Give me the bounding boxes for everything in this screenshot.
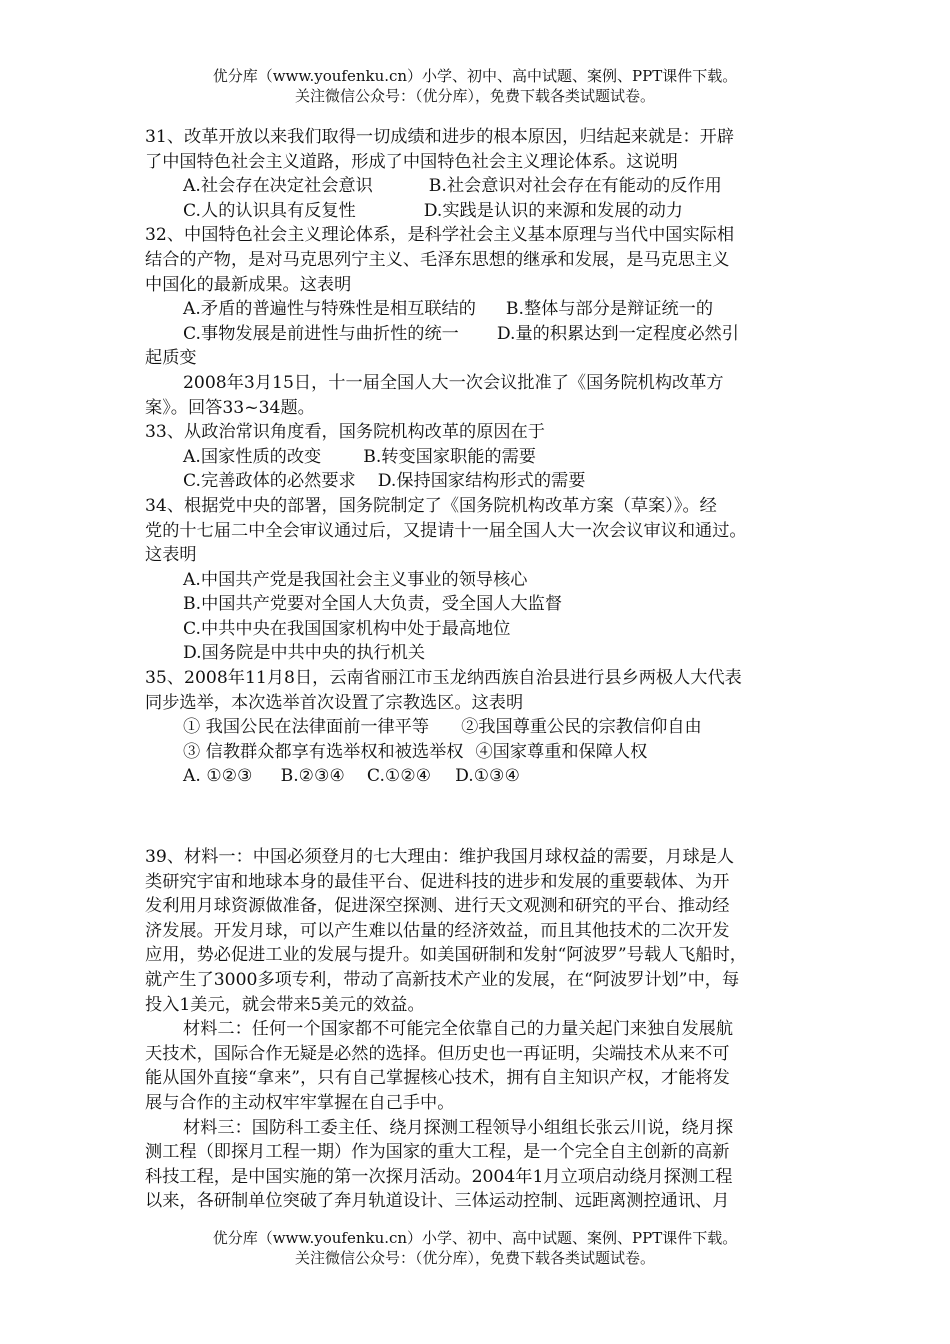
q32-option-c: C.事物发展是前进性与曲折性的统一 [183, 323, 459, 344]
q33-option-a: A.国家性质的改变 [183, 446, 322, 467]
q39-m1-line-2: 类研究宇宙和地球本身的最佳平台、促进科技的进步和发展的重要载体、为开 [145, 871, 730, 892]
q32-options-cd [145, 322, 815, 347]
section-gap [145, 789, 815, 845]
q39-m2-line-4: 展与合作的主动权牢牢掌握在自己手中。 [145, 1092, 455, 1113]
q39-m3-line-1: 材料三：国防科工委主任、绕月探测工程领导小组组长张云川说，绕月探 [183, 1117, 734, 1138]
q34-option-c: C.中共中央在我国国家机构中处于最高地位 [183, 618, 511, 639]
q34-option-d: D.国务院是中共中央的执行机关 [183, 643, 426, 664]
q33-option-c: C.完善政体的必然要求 [183, 471, 356, 492]
q31-option-b: B.社会意识对社会存在有能动的反作用 [428, 176, 722, 197]
q32-stem-2: 结合的产物，是对马克思列宁主义、毛泽东思想的继承和发展，是马克思主义 [145, 249, 730, 270]
q34-stem-3: 这表明 [145, 545, 197, 566]
header-line-2: 关注微信公众号：（优分库），免费下载各类试题试卷。 [294, 87, 655, 105]
q33-options-ab [145, 445, 815, 470]
q32-option-d: D.量的积累达到一定程度必然引 [496, 323, 739, 344]
q34-option-a: A.中国共产党是我国社会主义事业的领导核心 [183, 569, 528, 590]
q39-m3-line-2: 测工程（即探月工程一期）作为国家的重大工程，是一个完全自主创新的高新 [145, 1142, 730, 1163]
q35-option-b: B.②③④ [280, 766, 345, 787]
q31-stem-1: 31、改革开放以来我们取得一切成绩和进步的根本原因，归结起来就是：开辟 [145, 127, 735, 147]
q35-items-34 [145, 740, 815, 765]
q35-option-d: D.①③④ [455, 766, 520, 787]
q35-item-3: ③ 信教群众都享有选举权和被选举权 [183, 741, 464, 762]
exam-body [145, 125, 815, 1214]
q35-item-1: ① 我国公民在法律面前一律平等 [183, 717, 430, 738]
q39-m1-line-4: 济发展。开发月球，可以产生难以估量的经济效益，而且其他技术的二次开发 [145, 920, 730, 941]
q39-m2-line-1: 材料二：任何一个国家都不可能完全依靠自己的力量关起门来独自发展航 [183, 1019, 734, 1040]
q31-option-a: A.社会存在决定社会意识 [183, 176, 373, 197]
q35-option-a: A. ①②③ [183, 766, 253, 787]
q31-options-ab [145, 174, 815, 199]
q34-stem-2: 党的十七届二中全会审议通过后，又提请十一届全国人大一次会议审议和通过。 [145, 520, 747, 541]
q35-stem-2: 同步选举，本次选举首次设置了宗教选区。这表明 [145, 692, 524, 713]
q32-stem-1: 32、中国特色社会主义理论体系，是科学社会主义基本原理与当代中国实际相 [145, 225, 735, 246]
q34-option-b: B.中国共产党要对全国人大负责，受全国人大监督 [183, 594, 563, 615]
q35-items-12 [145, 715, 815, 740]
intro-33-2: 案》。回答33~34题。 [145, 397, 315, 418]
q35-item-4: ④国家尊重和保障人权 [475, 741, 648, 762]
page-footer [0, 1228, 950, 1268]
q33-option-b: B.转变国家职能的需要 [363, 446, 536, 467]
q31-option-d: D.实践是认识的来源和发展的动力 [423, 200, 683, 221]
q39-m1-line-5: 应用，势必促进工业的发展与提升。如美国研制和发射“阿波罗”号载人飞船时， [145, 945, 747, 966]
q39-m1-line-6: 就产生了3000多项专利，带动了高新技术产业的发展，在“阿波罗计划”中，每 [145, 970, 740, 990]
q32-stem-3: 中国化的最新成果。这表明 [145, 274, 352, 295]
q31-options-cd [145, 199, 815, 224]
q35-option-c: C.①②④ [366, 766, 432, 787]
q33-stem-1: 33、从政治常识角度看，国务院机构改革的原因在于 [145, 422, 545, 443]
header-line-1: 优分库（www.youfenku.cn）小学、初中、高中试题、案例、PPT课件下载。 [212, 67, 738, 85]
q39-m1-line-1: 39、材料一：中国必须登月的七大理由：维护我国月球权益的需要，月球是人 [145, 847, 735, 868]
q31-stem-2: 了中国特色社会主义道路，形成了中国特色社会主义理论体系。这说明 [145, 151, 678, 172]
page-header [0, 66, 950, 106]
q35-options [145, 764, 815, 789]
q34-stem-1: 34、根据党中央的部署，国务院制定了《国务院机构改革方案（草案）》。经 [145, 495, 717, 516]
q39-m3-line-4: 以来，各研制单位突破了奔月轨道设计、三体运动控制、远距离测控通讯、月 [145, 1191, 730, 1212]
q33-option-d: D.保持国家结构形式的需要 [377, 471, 586, 492]
footer-line-2: 关注微信公众号：（优分库），免费下载各类试题试卷。 [294, 1249, 655, 1267]
q39-m2-line-2: 天技术，国际合作无疑是必然的选择。但历史也一再证明，尖端技术从来不可 [145, 1043, 730, 1064]
q39-m3-line-3: 科技工程，是中国实施的第一次探月活动。2004年1月立项启动绕月探测工程 [145, 1166, 733, 1187]
q31-option-c: C.人的认识具有反复性 [183, 200, 356, 221]
q35-stem-1: 35、2008年11月8日，云南省丽江市玉龙纳西族自治县进行县乡两极人大代表 [145, 668, 742, 689]
q39-m1-line-7: 投入1美元，就会带来5美元的效益。 [145, 994, 425, 1015]
footer-line-1: 优分库（www.youfenku.cn）小学、初中、高中试题、案例、PPT课件下载。 [212, 1229, 738, 1247]
q33-options-cd [145, 469, 815, 494]
q32-options-ab [145, 297, 815, 322]
q39-m2-line-3: 能从国外直接“拿来”，只有自己掌握核心技术，拥有自主知识产权，才能将发 [145, 1068, 730, 1089]
q39-m1-line-3: 发利用月球资源做准备，促进深空探测、进行天文观测和研究的平台、推动经 [145, 896, 730, 917]
q32-option-b: B.整体与部分是辩证统一的 [505, 299, 714, 320]
q32-option-a: A.矛盾的普遍性与特殊性是相互联结的 [183, 299, 476, 320]
q35-item-2: ②我国尊重公民的宗教信仰自由 [461, 717, 702, 738]
q32-option-d-cont: 起质变 [145, 348, 197, 369]
intro-33-1: 2008年3月15日，十一届全国人大一次会议批准了《国务院机构改革方 [183, 372, 724, 393]
